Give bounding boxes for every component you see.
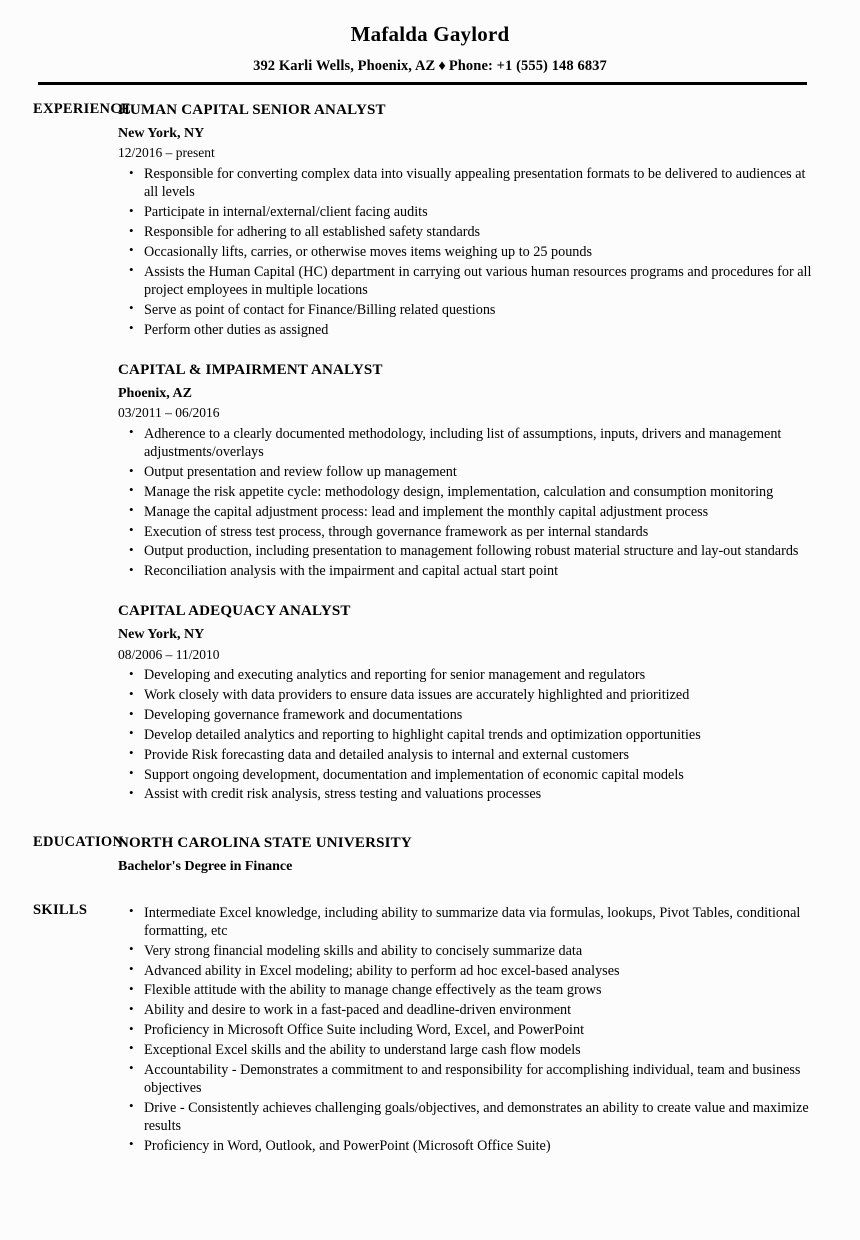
list-item: • Accountability - Demonstrates a commitment to and responsibility for accomplishing individual, team and business objectives [118, 1061, 818, 1098]
resume-body [0, 101, 860, 1155]
education-school: NORTH CAROLINA STATE UNIVERSITY [118, 834, 412, 851]
contact-address: 392 Karli Wells, Phoenix, AZ [253, 58, 436, 75]
list-item: • Work closely with data providers to ensure data issues are accurately highlighted and prioritized [118, 686, 812, 704]
list-item: • Responsible for converting complex data into visually appealing presentation formats to be delivered to audiences at all levels [118, 165, 812, 202]
section-label-education: EDUCATION [33, 833, 124, 850]
job-location: New York, NY [118, 125, 205, 141]
job-responsibilities [118, 425, 812, 581]
job-location: Phoenix, AZ [118, 385, 192, 401]
list-item: • Support ongoing development, documentation and implementation of economic capital models [118, 766, 812, 784]
section-label-experience: EXPERIENCE [33, 101, 132, 118]
list-item: • Output presentation and review follow up management [118, 463, 812, 481]
section-education [0, 834, 860, 878]
education-degree: Bachelor's Degree in Finance [118, 859, 293, 875]
job-responsibilities [118, 165, 812, 339]
education-list [118, 834, 860, 878]
list-item: • Very strong financial modeling skills and ability to concisely summarize data [118, 942, 818, 960]
list-item: • Assist with credit risk analysis, stress testing and valuations processes [118, 785, 812, 803]
list-item: • Output production, including presentation to management following robust material structure and lay-out standards [118, 542, 812, 560]
list-item: • Developing and executing analytics and reporting for senior management and regulators [118, 666, 812, 684]
section-skills [0, 902, 860, 1156]
list-item: • Exceptional Excel skills and the ability to understand large cash flow models [118, 1041, 818, 1059]
job-dates: 12/2016 – present [118, 145, 215, 161]
job-dates: 08/2006 – 11/2010 [118, 646, 220, 662]
experience-entry [118, 361, 812, 580]
job-responsibilities [118, 666, 812, 803]
section-label-skills: SKILLS [33, 901, 88, 918]
list-item: • Execution of stress test process, through governance framework as per internal standards [118, 523, 812, 541]
list-item: • Manage the risk appetite cycle: methodology design, implementation, calculation and consumption monitoring [118, 483, 812, 501]
list-item: • Ability and desire to work in a fast-paced and deadline-driven environment [118, 1001, 818, 1019]
job-title: HUMAN CAPITAL SENIOR ANALYST [118, 102, 386, 119]
section-experience [0, 101, 860, 803]
list-item: • Proficiency in Word, Outlook, and PowerPoint (Microsoft Office Suite) [118, 1137, 818, 1155]
list-item: • Flexible attitude with the ability to manage change effectively as the team grows [118, 981, 818, 999]
contact-phone: Phone: +1 (555) 148 6837 [448, 58, 607, 75]
list-item: • Developing governance framework and documentations [118, 706, 812, 724]
skills-bullets [118, 904, 818, 1156]
list-item: • Advanced ability in Excel modeling; ability to perform ad hoc excel-based analyses [118, 962, 818, 980]
header-divider [38, 82, 807, 85]
list-item: • Intermediate Excel knowledge, including ability to summarize data via formulas, lookups, Pivot Tables, conditional formatting, etc [118, 904, 818, 941]
resume-header [0, 0, 860, 85]
experience-list [118, 101, 860, 803]
list-item: • Participate in internal/external/client facing audits [118, 203, 812, 221]
skills-list [118, 902, 860, 1156]
list-item: • Occasionally lifts, carries, or otherwise moves items weighing up to 25 pounds [118, 243, 812, 261]
list-item: • Assists the Human Capital (HC) department in carrying out various human resources programs and procedures for all project employees in multiple locations [118, 263, 812, 300]
contact-line [0, 58, 860, 75]
job-dates: 03/2011 – 06/2016 [118, 405, 220, 421]
experience-entry [118, 101, 812, 339]
list-item: • Adherence to a clearly documented methodology, including list of assumptions, inputs, drivers and management adjustments/overlays [118, 425, 812, 462]
experience-entry [118, 602, 812, 803]
list-item: • Manage the capital adjustment process: lead and implement the monthly capital adjustment process [118, 503, 812, 521]
list-item: • Serve as point of contact for Finance/Billing related questions [118, 301, 812, 319]
list-item: • Proficiency in Microsoft Office Suite including Word, Excel, and PowerPoint [118, 1021, 818, 1039]
list-item: • Provide Risk forecasting data and detailed analysis to internal and external customers [118, 746, 812, 764]
list-item: • Responsible for adhering to all established safety standards [118, 223, 812, 241]
job-location: New York, NY [118, 627, 205, 643]
list-item: • Drive - Consistently achieves challenging goals/objectives, and demonstrates an ability to create value and maximize results [118, 1099, 818, 1136]
list-item: • Develop detailed analytics and reporting to highlight capital trends and optimization opportunities [118, 726, 812, 744]
diamond-separator-icon: ♦ [438, 58, 446, 75]
list-item: • Reconciliation analysis with the impairment and capital actual start point [118, 562, 812, 580]
job-title: CAPITAL & IMPAIRMENT ANALYST [118, 361, 383, 378]
job-title: CAPITAL ADEQUACY ANALYST [118, 603, 351, 620]
list-item: • Perform other duties as assigned [118, 321, 812, 339]
candidate-name: Mafalda Gaylord [350, 22, 510, 46]
